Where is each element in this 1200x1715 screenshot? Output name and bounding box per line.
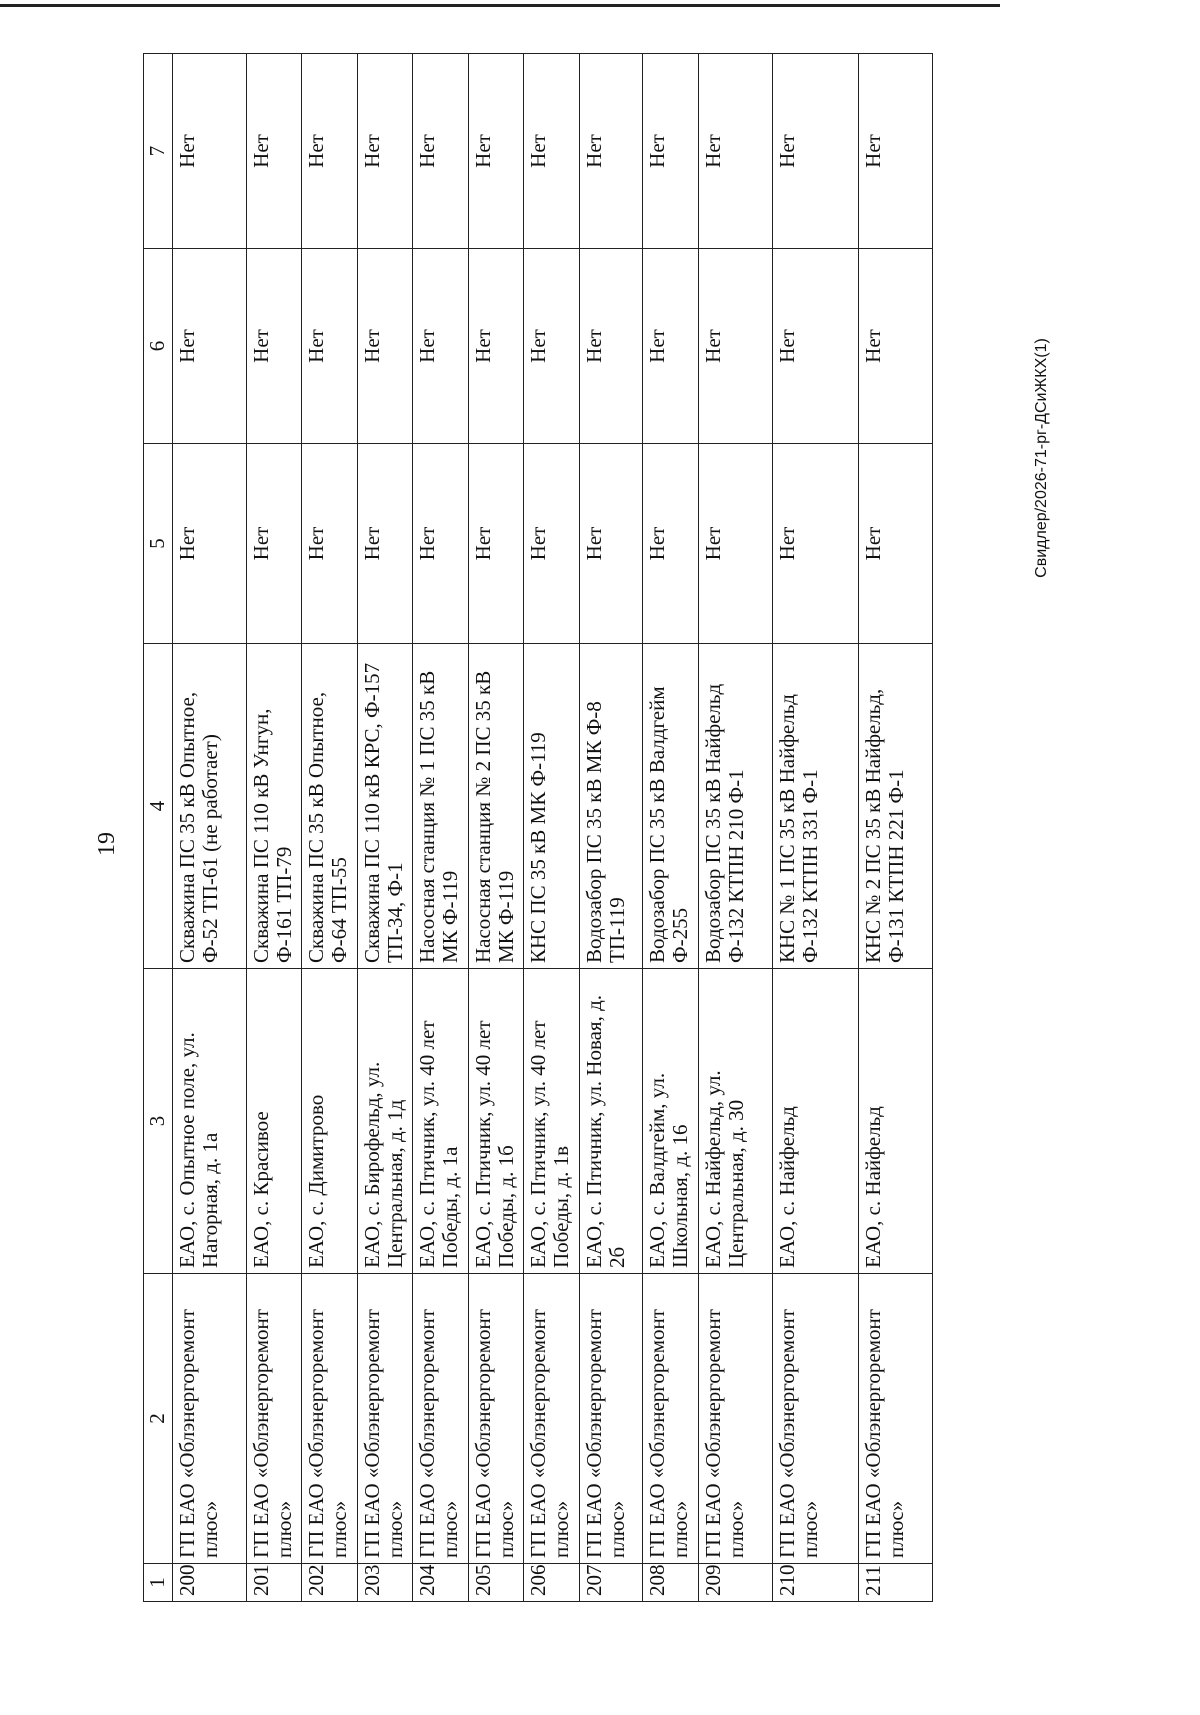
row-number-cell: 201 [246,1564,301,1602]
row-number-cell: 204 [413,1564,468,1602]
column-7-cell: Нет [698,54,772,249]
object-cell: КНС № 1 ПС 35 кВ Найфельд Ф-132 КТПН 331 Ф-1 [772,644,858,969]
object-cell: КНС № 2 ПС 35 кВ Найфельд, Ф-131 КТПН 221 Ф-1 [858,644,932,969]
column-5-cell: Нет [413,444,468,644]
row-number-cell: 203 [357,1564,412,1602]
address-cell: ЕАО, с. Птичник, ул. Новая, д. 2б [579,969,643,1274]
column-5-cell: Нет [772,444,858,644]
table-row [468,54,523,1602]
column-5-cell: Нет [246,444,301,644]
object-cell: Скважина ПС 110 кВ КРС, Ф-157 ТП-34, Ф-1 [357,644,412,969]
address-cell: ЕАО, с. Бирофельд, ул. Центральная, д. 1д [357,969,412,1274]
column-7-cell: Нет [858,54,932,249]
header-cell: 1 [144,1564,173,1602]
column-7-cell: Нет [524,54,579,249]
organization-cell: ГП ЕАО «Облэнергоремонт плюс» [357,1274,412,1564]
object-cell: Насосная станция № 2 ПС 35 кВ МК Ф-119 [468,644,523,969]
object-cell: Водозабор ПС 35 кВ Найфельд Ф-132 КТПН 210 Ф-1 [698,644,772,969]
column-5-cell: Нет [468,444,523,644]
header-cell: 6 [144,249,173,444]
object-cell: Водозабор ПС 35 кВ Валдгейм Ф-255 [643,644,698,969]
column-5-cell: Нет [524,444,579,644]
scan-border-line [0,4,1000,7]
address-cell: ЕАО, с. Валдгейм, ул. Школьная, д. 16 [643,969,698,1274]
table-row [413,54,468,1602]
column-7-cell: Нет [357,54,412,249]
table-row [579,54,643,1602]
organization-cell: ГП ЕАО «Облэнергоремонт плюс» [172,1274,246,1564]
organization-cell: ГП ЕАО «Облэнергоремонт плюс» [698,1274,772,1564]
header-cell: 7 [144,54,173,249]
address-cell: ЕАО, с. Птичник, ул. 40 лет Победы, д. 1в [524,969,579,1274]
table-row [357,54,412,1602]
object-cell: Скважина ПС 110 кВ Унгун, Ф-161 ТП-79 [246,644,301,969]
document-code: Свидлер/2026-71-рг-ДСиЖКХ(1) [1033,338,1050,578]
column-7-cell: Нет [579,54,643,249]
address-cell: ЕАО, с. Птичник, ул. 40 лет Победы, д. 1а [413,969,468,1274]
address-cell: ЕАО, с. Найфельд [858,969,932,1274]
address-cell: ЕАО, с. Красивое [246,969,301,1274]
column-5-cell: Нет [302,444,357,644]
table-row [246,54,301,1602]
header-cell: 4 [144,644,173,969]
column-6-cell: Нет [858,249,932,444]
organization-cell: ГП ЕАО «Облэнергоремонт плюс» [246,1274,301,1564]
address-cell: ЕАО, с. Опытное поле, ул. Нагорная, д. 1а [172,969,246,1274]
organization-cell: ГП ЕАО «Облэнергоремонт плюс» [302,1274,357,1564]
organization-cell: ГП ЕАО «Облэнергоремонт плюс» [858,1274,932,1564]
column-6-cell: Нет [772,249,858,444]
column-7-cell: Нет [468,54,523,249]
organization-cell: ГП ЕАО «Облэнергоремонт плюс» [413,1274,468,1564]
table-row [858,54,932,1602]
organization-cell: ГП ЕАО «Облэнергоремонт плюс» [579,1274,643,1564]
column-7-cell: Нет [413,54,468,249]
table-row [698,54,772,1602]
table-row [302,54,357,1602]
address-cell: ЕАО, с. Найфельд [772,969,858,1274]
row-number-cell: 210 [772,1564,858,1602]
column-7-cell: Нет [302,54,357,249]
column-6-cell: Нет [579,249,643,444]
column-5-cell: Нет [172,444,246,644]
column-5-cell: Нет [643,444,698,644]
row-number-cell: 211 [858,1564,932,1602]
row-number-cell: 206 [524,1564,579,1602]
object-cell: Водозабор ПС 35 кВ МК Ф-8 ТП-119 [579,644,643,969]
object-cell: Скважина ПС 35 кВ Опытное, Ф-64 ТП-55 [302,644,357,969]
column-6-cell: Нет [246,249,301,444]
row-number-cell: 208 [643,1564,698,1602]
table-row [772,54,858,1602]
column-5-cell: Нет [858,444,932,644]
column-7-cell: Нет [172,54,246,249]
header-cell: 2 [144,1274,173,1564]
column-5-cell: Нет [357,444,412,644]
row-number-cell: 200 [172,1564,246,1602]
header-cell: 3 [144,969,173,1274]
column-6-cell: Нет [357,249,412,444]
table-row [172,54,246,1602]
header-row [144,54,173,1602]
column-6-cell: Нет [413,249,468,444]
header-cell: 5 [144,444,173,644]
data-table [143,53,933,1602]
column-6-cell: Нет [643,249,698,444]
address-cell: ЕАО, с. Димитрово [302,969,357,1274]
column-5-cell: Нет [579,444,643,644]
address-cell: ЕАО, с. Найфельд, ул. Центральная, д. 30 [698,969,772,1274]
column-6-cell: Нет [524,249,579,444]
column-6-cell: Нет [172,249,246,444]
column-7-cell: Нет [246,54,301,249]
column-6-cell: Нет [302,249,357,444]
organization-cell: ГП ЕАО «Облэнергоремонт плюс» [772,1274,858,1564]
row-number-cell: 205 [468,1564,523,1602]
organization-cell: ГП ЕАО «Облэнергоремонт плюс» [643,1274,698,1564]
table-row [643,54,698,1602]
row-number-cell: 209 [698,1564,772,1602]
column-6-cell: Нет [468,249,523,444]
row-number-cell: 202 [302,1564,357,1602]
row-number-cell: 207 [579,1564,643,1602]
organization-cell: ГП ЕАО «Облэнергоремонт плюс» [468,1274,523,1564]
organization-cell: ГП ЕАО «Облэнергоремонт плюс» [524,1274,579,1564]
address-cell: ЕАО, с. Птичник, ул. 40 лет Победы, д. 1б [468,969,523,1274]
page-number: 19 [94,832,120,856]
column-7-cell: Нет [772,54,858,249]
object-cell: Насосная станция № 1 ПС 35 кВ МК Ф-119 [413,644,468,969]
column-5-cell: Нет [698,444,772,644]
column-6-cell: Нет [698,249,772,444]
object-cell: Скважина ПС 35 кВ Опытное, Ф-52 ТП-61 (не работает) [172,644,246,969]
object-cell: КНС ПС 35 кВ МК Ф-119 [524,644,579,969]
table-container [143,54,933,1602]
column-7-cell: Нет [643,54,698,249]
table-row [524,54,579,1602]
